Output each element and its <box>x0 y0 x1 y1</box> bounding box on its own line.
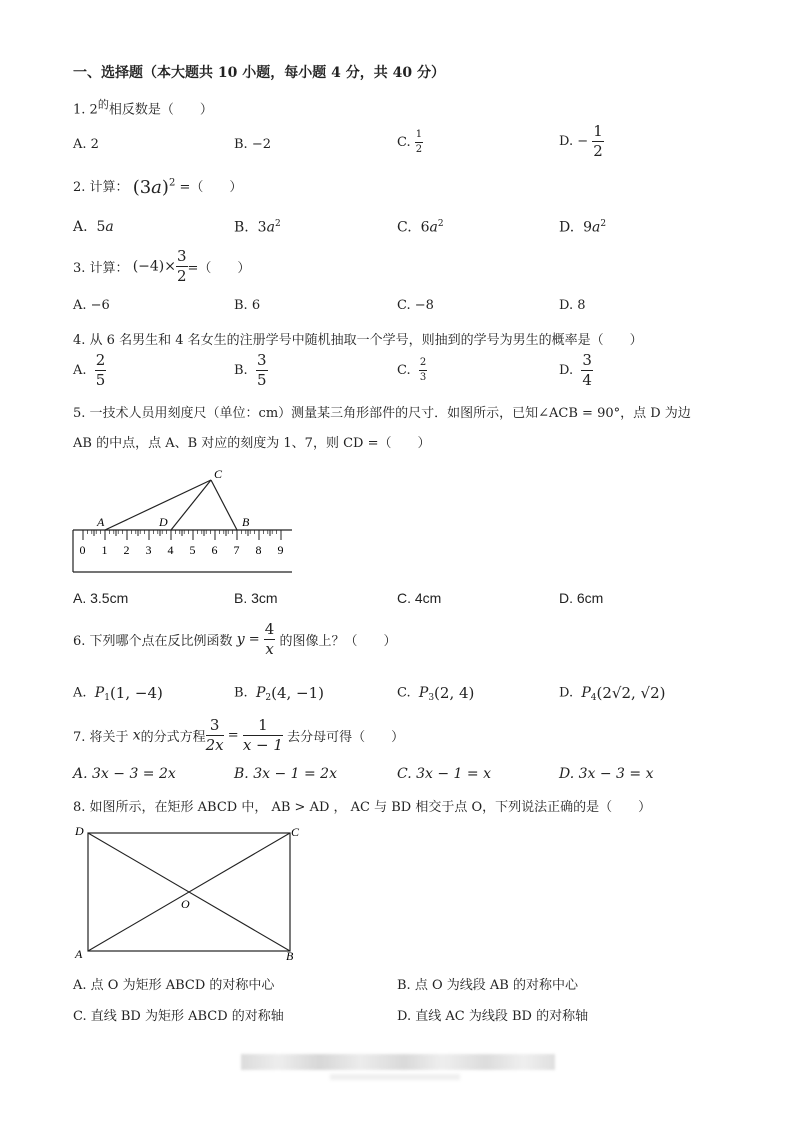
q6-option-a[interactable] <box>73 684 163 703</box>
question-5-line-2: AB 的中点，点 A、B 对应的刻度为 1、7，则 CD =（ ） <box>73 436 431 451</box>
q1-superscript: 的 <box>97 98 109 111</box>
q3-option-b[interactable]: B. 6 <box>234 298 261 313</box>
q7-mid: 的分式方程 <box>140 730 206 745</box>
q3-option-d[interactable]: D. 8 <box>559 298 586 313</box>
q2-tail: =（ ） <box>179 180 243 195</box>
q1-option-d[interactable] <box>559 124 604 159</box>
q7-left-fraction <box>206 718 224 753</box>
q6-d-coord: (2√2, √2) <box>596 684 666 702</box>
q4-a-num: 2 <box>95 351 106 369</box>
q3-expr: (−4)× <box>132 258 176 275</box>
segment-cd <box>171 480 211 530</box>
question-4-stem: 4. 从 6 名男生和 4 名女生的注册学号中随机抽取一个学号，则抽到的学号为男生的概率是（ ） <box>73 333 643 348</box>
q1-b-label: B. <box>234 137 248 152</box>
q7-r-num: 1 <box>243 718 283 736</box>
q4-c-den: 3 <box>419 372 427 383</box>
q2-d-var: a <box>592 219 601 236</box>
q5-option-d[interactable]: D. 6cm <box>559 590 604 606</box>
q4-d-den: 4 <box>582 371 592 389</box>
q8-option-b[interactable]: B. 点 O 为线段 AB 的对称中心 <box>397 978 578 993</box>
q3-option-a[interactable]: A. −6 <box>73 298 110 313</box>
q2-expr-open: (3 <box>132 177 152 198</box>
question-5-line-1: 5. 一技术人员用刻度尺（单位：cm）测量某三角形部件的尺寸．如图所示，已知∠ACB = 90°，点 D 为边 <box>73 406 691 421</box>
q6-b-sub: 2 <box>265 693 272 704</box>
section-title: 一、选择题（本大题共 10 小题，每小题 4 分，共 40 分） <box>73 65 445 81</box>
blurred-watermark-shadow <box>330 1074 460 1080</box>
q2-b-coef: 3 <box>257 219 267 236</box>
q8-option-d[interactable]: D. 直线 AC 为线段 BD 的对称轴 <box>397 1009 589 1024</box>
q2-expr-close: ) <box>161 177 169 198</box>
q3-fraction <box>176 249 188 284</box>
q7-l-den: 2x <box>205 736 224 754</box>
q6-a-p: P <box>94 685 105 701</box>
q4-c-label: C. <box>397 363 411 378</box>
label-b: B <box>286 949 294 963</box>
q8-option-a[interactable]: A. 点 O 为矩形 ABCD 的对称中心 <box>73 978 275 993</box>
q2-number: 2. 计算： <box>73 180 129 195</box>
q1-option-a[interactable]: A. 2 <box>73 137 99 152</box>
q4-b-den: 5 <box>256 371 267 389</box>
q6-c-p: P <box>418 685 429 701</box>
q6-eq: = <box>248 632 260 647</box>
ruler-number: 8 <box>255 543 262 557</box>
q7-right-fraction <box>243 718 283 753</box>
q2-option-b[interactable] <box>234 219 281 236</box>
q6-b-label: B. <box>234 685 248 701</box>
q2-c-label: C. <box>397 219 412 236</box>
q4-b-label: B. <box>234 363 248 378</box>
q3-frac-num: 3 <box>176 247 187 265</box>
q6-y: y <box>236 631 245 648</box>
q7-tail: 去分母可得（ ） <box>287 730 405 745</box>
q1-b-value: −2 <box>251 137 271 152</box>
ruler-numbers <box>80 543 284 557</box>
q2-c-sup: 2 <box>437 219 444 229</box>
q6-number: 6. 下列哪个点在反比例函数 <box>73 634 233 649</box>
label-d: D <box>159 515 168 529</box>
segment-ac <box>105 480 211 530</box>
q6-option-c[interactable] <box>397 684 474 703</box>
label-c: C <box>214 467 223 481</box>
ruler-number: 9 <box>277 543 284 557</box>
rectangle-figure <box>70 820 315 965</box>
ruler-triangle-figure <box>70 464 300 576</box>
q7-r-den: x − 1 <box>242 736 283 754</box>
question-8-stem: 8. 如图所示，在矩形 ABCD 中， AB > AD ， AC 与 BD 相交于点 O，下列说法正确的是（ ） <box>73 800 652 815</box>
q1-text: 相反数是（ ） <box>108 102 213 118</box>
blurred-watermark <box>241 1054 555 1070</box>
q2-d-label: D. <box>559 219 575 236</box>
q2-c-var: a <box>429 219 438 236</box>
q3-tail: =（ ） <box>187 261 251 276</box>
q4-c-fraction <box>419 358 427 383</box>
q6-a-label: A. <box>73 685 87 701</box>
ruler-number: 4 <box>167 543 174 557</box>
q4-c-num: 2 <box>419 358 427 371</box>
q1-d-fraction <box>592 124 604 159</box>
q2-d-coef: 9 <box>583 219 593 236</box>
q6-fraction <box>264 622 276 657</box>
q1-c-den: 2 <box>415 144 423 155</box>
q4-option-a[interactable] <box>73 353 106 388</box>
ruler-number: 2 <box>123 543 130 557</box>
q1-d-num: 1 <box>593 122 603 140</box>
segment-cb <box>211 480 237 530</box>
label-b: B <box>242 515 250 529</box>
label-c: C <box>291 825 300 839</box>
label-o: O <box>181 897 190 911</box>
q1-d-den: 2 <box>593 142 603 160</box>
q1-c-num: 1 <box>415 130 423 143</box>
q7-option-b[interactable]: B. 3x − 1 = 2x <box>234 766 337 782</box>
q7-number: 7. 将关于 <box>73 730 129 745</box>
q2-expr-var: a <box>151 177 162 198</box>
q6-option-d[interactable] <box>559 684 666 703</box>
q6-c-label: C. <box>397 685 411 701</box>
q2-b-var: a <box>266 219 275 236</box>
q6-a-sub: 1 <box>104 693 110 704</box>
q3-number: 3. 计算： <box>73 261 129 276</box>
q7-option-d[interactable]: D. 3x − 3 = x <box>559 766 654 782</box>
q1-c-fraction <box>415 130 423 155</box>
q1-d-sign: − <box>577 134 589 149</box>
q6-d-sub: 4 <box>590 693 597 704</box>
q4-a-fraction <box>95 353 107 388</box>
q2-option-d[interactable] <box>559 219 606 236</box>
q1-option-c[interactable] <box>397 130 423 155</box>
q6-d-p: P <box>581 685 591 701</box>
q7-var: x <box>132 727 141 744</box>
q4-d-label: D. <box>559 363 574 378</box>
q5-option-a[interactable]: A. 3.5cm <box>73 590 129 606</box>
q7-option-a[interactable]: A. 3x − 3 = 2x <box>73 766 176 782</box>
q6-c-coord: (2, 4) <box>434 684 475 702</box>
q5-option-b[interactable]: B. 3cm <box>234 590 278 606</box>
q2-exponent: 2 <box>168 177 176 189</box>
ruler-number: 0 <box>79 543 86 557</box>
ruler-number: 6 <box>211 543 218 557</box>
q4-option-d[interactable] <box>559 353 593 388</box>
q4-d-num: 3 <box>582 351 592 369</box>
q4-b-fraction <box>256 353 268 388</box>
q2-c-coef: 6 <box>420 219 430 236</box>
ruler-number: 5 <box>189 543 196 557</box>
label-a: A <box>97 515 105 529</box>
q3-frac-den: 2 <box>176 267 187 285</box>
q1-d-label: D. <box>559 134 574 149</box>
q2-b-label: B. <box>234 219 249 236</box>
q4-option-b[interactable] <box>234 353 268 388</box>
q1-base: 2 <box>89 102 98 118</box>
ruler-number: 3 <box>145 543 152 557</box>
question-7-stem <box>73 718 404 753</box>
q5-option-c[interactable]: C. 4cm <box>397 590 442 606</box>
question-2-stem <box>73 176 242 198</box>
q2-a-coef: 5 <box>96 219 106 235</box>
ruler-number: 1 <box>101 543 108 557</box>
q6-c-sub: 3 <box>428 693 435 704</box>
q2-b-sup: 2 <box>274 219 281 229</box>
q6-frac-num: 4 <box>264 620 275 638</box>
q1-c-label: C. <box>397 135 411 150</box>
q7-eq: = <box>227 728 239 743</box>
q6-a-coord: (1, −4) <box>109 684 163 702</box>
q7-option-c[interactable]: C. 3x − 1 = x <box>397 766 491 782</box>
q6-frac-den: x <box>265 640 274 658</box>
q2-d-sup: 2 <box>600 219 607 229</box>
question-1-stem <box>73 96 213 117</box>
q6-b-p: P <box>255 685 266 701</box>
q6-b-coord: (4, −1) <box>271 684 325 702</box>
q1-number: 1. <box>73 102 86 118</box>
q8-option-c[interactable]: C. 直线 BD 为矩形 ABCD 的对称轴 <box>73 1009 284 1024</box>
q6-d-label: D. <box>559 685 574 701</box>
q7-l-num: 3 <box>206 718 224 736</box>
question-6-stem <box>73 622 397 657</box>
ruler-number: 7 <box>233 543 240 557</box>
q4-a-den: 5 <box>95 371 106 389</box>
q2-a-var: a <box>105 219 114 235</box>
ruler-ticks <box>83 530 281 540</box>
q6-option-b[interactable] <box>234 684 324 703</box>
q1-option-b[interactable] <box>234 137 271 152</box>
label-a: A <box>75 947 83 961</box>
q4-d-fraction <box>581 353 593 388</box>
q2-option-a[interactable] <box>73 219 114 235</box>
q6-tail: 的图像上？（ ） <box>279 634 397 649</box>
q4-option-c[interactable] <box>397 358 427 383</box>
q4-a-label: A. <box>73 363 87 378</box>
question-3-stem <box>73 249 250 284</box>
label-d: D <box>75 824 84 838</box>
q3-option-c[interactable]: C. −8 <box>397 298 434 313</box>
q2-option-c[interactable] <box>397 219 444 236</box>
q2-a-label: A. <box>73 219 88 235</box>
q4-b-num: 3 <box>256 351 267 369</box>
